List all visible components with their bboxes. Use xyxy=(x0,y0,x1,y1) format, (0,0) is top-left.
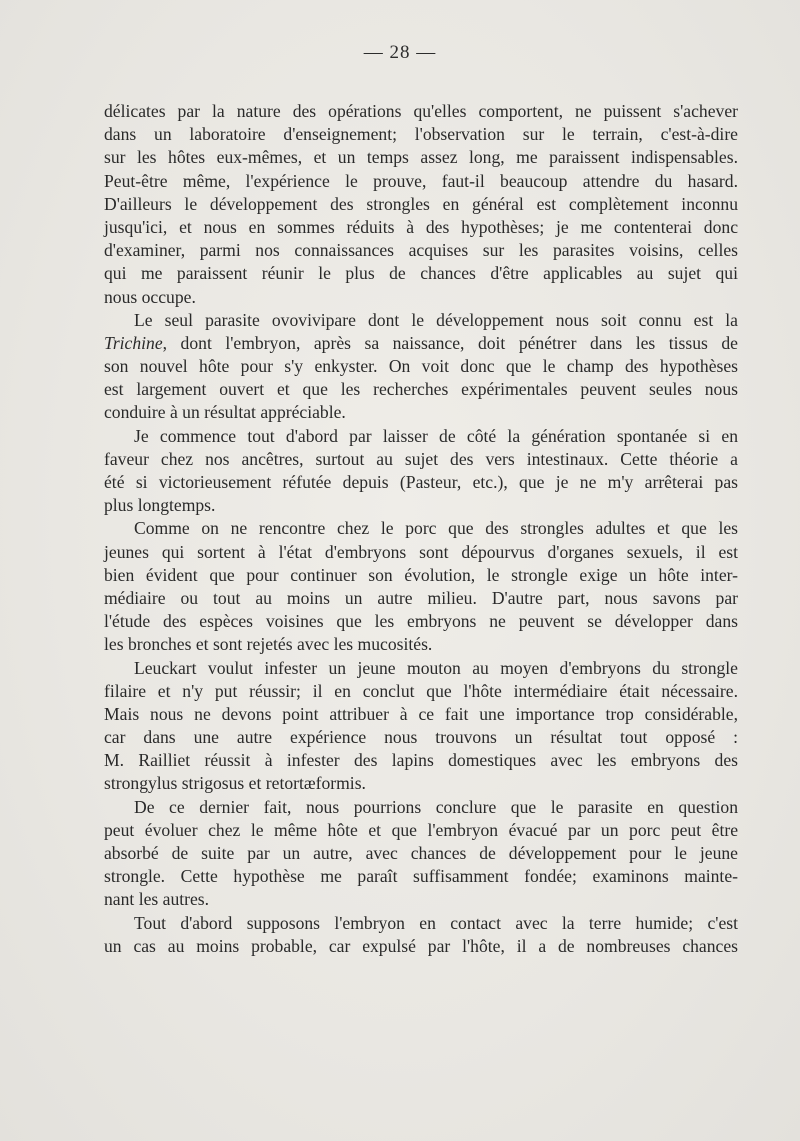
text-line: délicates par la nature des opérations qu'elles comportent, ne puissent s'achever xyxy=(104,101,738,121)
paragraph xyxy=(104,796,738,912)
paragraph xyxy=(104,912,738,958)
text-line: un cas au moins probable, car expulsé par l'hôte, il a de nombreuses chances xyxy=(104,935,738,956)
text-line: conduire à un résultat appréciable. xyxy=(104,402,346,423)
text-line: Le seul parasite ovovivipare dont le développement nous soit connu est la xyxy=(134,309,738,330)
text-line: son nouvel hôte pour s'y enkyster. On voit donc que le champ des hypothèses xyxy=(104,356,738,377)
text-line: l'étude des espèces voisines que les embryons ne peuvent se développer dans xyxy=(104,611,738,632)
text-line: filaire et n'y put réussir; il en conclut que l'hôte intermédiaire était nécessaire. xyxy=(104,680,738,701)
text-line: médiaire ou tout au moins un autre milieu. D'autre part, nous savons par xyxy=(104,587,738,608)
text-line: strongylus strigosus et retortæformis. xyxy=(104,773,366,794)
italic-term: Trichine xyxy=(104,332,163,353)
text-line: nous occupe. xyxy=(104,286,196,307)
text-line: Peut-être même, l'expérience le prouve, faut-il beaucoup attendre du hasard. xyxy=(104,170,738,191)
paragraph xyxy=(104,517,738,656)
body-text xyxy=(104,100,738,958)
text-line: été si victorieusement réfutée depuis (Pasteur, etc.), que je ne m'y arrêterai pas xyxy=(104,472,738,492)
text-line: Leuckart voulut infester un jeune mouton au moyen d'embryons du strongle xyxy=(134,657,738,678)
paragraph xyxy=(104,309,738,425)
text-line: M. Railliet réussit à infester des lapins domestiques avec les embryons des xyxy=(104,750,738,771)
paragraph xyxy=(104,100,738,309)
paragraph xyxy=(104,425,738,518)
text-line: car dans une autre expérience nous trouvons un résultat tout opposé : xyxy=(104,727,738,748)
text-line: nant les autres. xyxy=(104,889,210,910)
text-line: est largement ouvert et que les recherches expérimentales peuvent seules nous xyxy=(104,379,738,400)
paragraph xyxy=(104,657,738,796)
text-line: Tout d'abord supposons l'embryon en contact avec la terre humide; c'est xyxy=(134,912,738,933)
text-line: Trichine, dont l'embryon, après sa naissance, doit pénétrer dans les tissus de xyxy=(104,332,738,353)
text-line: jeunes qui sortent à l'état d'embryons sont dépourvus d'organes sexuels, il est xyxy=(104,541,738,562)
text-line: strongle. Cette hypothèse me paraît suffisamment fondée; examinons mainte- xyxy=(104,866,738,887)
text-line: plus longtemps. xyxy=(104,495,216,516)
text-line: Mais nous ne devons point attribuer à ce fait une importance trop considérable, xyxy=(104,703,738,724)
text-line: les bronches et sont rejetés avec les mucosités. xyxy=(104,634,433,655)
text-line: Je commence tout d'abord par laisser de côté la génération spontanée si en xyxy=(134,425,738,446)
text-line: peut évoluer chez le même hôte et que l'embryon évacué par un porc peut être xyxy=(104,819,738,840)
text-line: Comme on ne rencontre chez le porc que des strongles adultes et que les xyxy=(134,518,738,539)
text-line: De ce dernier fait, nous pourrions conclure que le parasite en question xyxy=(134,796,738,817)
text-line: qui me paraissent réunir le plus de chances d'être applicables au sujet qui xyxy=(104,263,738,284)
text-line: D'ailleurs le développement des strongles en général est complètement inconnu xyxy=(104,193,738,214)
page-number: — 28 — xyxy=(363,42,437,63)
text-line: jusqu'ici, et nous en sommes réduits à des hypothèses; je me contenterai donc xyxy=(104,216,738,237)
text-line: d'examiner, parmi nos connaissances acquises sur les parasites voisins, celles xyxy=(104,240,738,261)
text-line: faveur chez nos ancêtres, surtout au sujet des vers intestinaux. Cette théorie a xyxy=(104,448,738,469)
text-line: bien évident que pour continuer son évolution, le strongle exige un hôte inter- xyxy=(104,564,738,585)
text-line: dans un laboratoire d'enseignement; l'observation sur le terrain, c'est-à-dire xyxy=(104,124,738,145)
text-line: absorbé de suite par un autre, avec chances de développement pour le jeune xyxy=(104,843,738,863)
text-line: sur les hôtes eux-mêmes, et un temps assez long, me paraissent indispensables. xyxy=(104,147,738,168)
